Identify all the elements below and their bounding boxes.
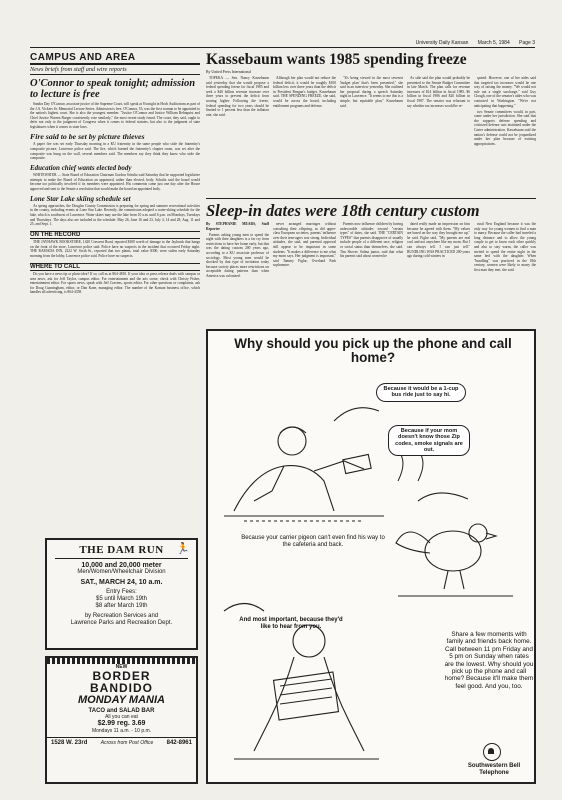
sleep-col-1: By STEPHANIE MEARS, Staff Reporter Parents asking young men to spend the night with their daughters is a far cry from restrictions to have her home early, but that was the dating custom 200 years ago, according to a KU associate professor of sociology. Most young men would be shocked by that type of invitation today because society places more restrictions on acceptable dating patterns than when America was colonized. — [206, 222, 269, 278]
kassebaum-col-4: As side said the plan would probably be presented to the Senate Budget Committee in late March. The plan calls for revenue increases of $14 billion in fiscal 1985, $6 billion in fiscal 1986 and $20 billion in fiscal 1987. The senator was reluctant to say whether tax increases would be re- — [407, 76, 470, 108]
kassebaum-col-3: "It's being viewed in the most severest 'budget plan' that's been presented," she said in an interview yesterday. She outlined her proposal during a speech Saturday night in Lawrence. "It seems to me this is a simple, but equitable plan," Kassebaum said. — [340, 76, 403, 108]
bell-caption-2: And most important, because they'd like to hear from you. — [239, 617, 343, 630]
bell-company-line2: Telephone — [479, 769, 509, 776]
sleep-col-2: never arranged marriages without consulting their offspring, as did upper-class European societies, parents' influence over their teen-agers was strong. Individual attitudes, she said, and parental approval still appear to be important in some students. "It makes a difference to me what my mom says. Her judgment is important," said Tammy Figlar, Overland Park sophomore. — [273, 222, 336, 268]
sketch-pigeon-illustration — [378, 481, 528, 611]
sketch-student-illustration — [214, 371, 394, 531]
runner-icon: 🏃 — [176, 543, 190, 555]
section-subtitle: News briefs from staff and wire reports — [30, 66, 200, 75]
kassebaum-col-5: quired. However, one of her aides said that targeted tax increases would be one way of raising the money. "We would not rule out a single surcharge," said Guy Clough, one of the senator's aides who was contacted in Washington. "We're not anticipating that happening." two Senate committees would, in part, come under her jurisdiction. She said that she supports defense spending and criticized defense cuts instituted under the Carter administration. Kassebaum said the nation's defense could not be jeopardized under her plan because of existing appropriations. — [474, 76, 536, 146]
bell-company-line1: Southwestern Bell — [467, 763, 521, 769]
bandido-address: 1528 W. 23rd — [51, 740, 88, 746]
bell-company — [454, 763, 534, 776]
bell-logo-icon — [483, 743, 501, 761]
where-to-call-label: WHERE TO CALL — [30, 263, 200, 271]
dam-run-divisions: Men/Women/Wheelchair Division — [77, 569, 166, 575]
southwestern-bell-ad — [206, 329, 536, 784]
sleep-col-5: rural New England because it was the only way for young women to find a man to marry. Because the caller had traveled a long distance and to allow the young couple to get to know each other quickly and also to stay warm, the caller was invited to spend the entire night in the same bed with the daughter. When "bundling" was practiced in the 18th century, women were likely to marry the first man they met, she said. — [474, 222, 536, 272]
bandido-name-1: BORDER — [92, 669, 151, 683]
bell-closing: Share a few moments with family and friends back home. Call between 11 pm Friday and 5 pm on Sunday when rates are the lowest. Why should you pick up the phone and call home? Because it'll make them feel good. And you, too. — [444, 631, 534, 690]
bandido-price: $2.99 reg. 3.69 — [97, 720, 146, 727]
bell-bubble-1: Because it would be a 1-cup bus ride just to say hi. — [376, 383, 466, 402]
bandido-taco: TACO and SALAD BAR — [88, 708, 155, 714]
where-to-call-body: Do you have a news tip or photo idea? If so, call us at 864-4810. If your idea or press release deals with campus or area news, ask for Jeff Taylor, campus editor. For entertainment and the arts scene, check with Christy Fisher, entertainment editor. For sports news, speak with Jeff Cravens, sports editor. For other questions or complaints, ask for Doug Cunningham, editor, or Dan Kane, managing editor. The number of the Kansan business office, which handles all advertising, is 864-4358. — [30, 272, 200, 295]
bandido-phone: 842-8961 — [166, 740, 192, 746]
bandido-can-eat: All you can eat — [105, 714, 138, 720]
headline-fire: Fire said to be set by picture thieves — [30, 131, 145, 141]
bandido-name-2: BANDIDO — [90, 681, 153, 695]
headline-oconnor: O'Connor to speak tonight; admission to lecture is free — [30, 78, 196, 100]
kassebaum-col-2: Although her plan would not reduce the federal deficit, it would be roughly $100 billion less over three years than the deficit in President Reagan's budget, Kassebaum said. THE SPENDING FREEZE, she said, would be across the board, including entitlement programs and defense. — [273, 76, 336, 108]
dam-run-events: 10,000 and 20,000 meter — [81, 562, 162, 569]
dam-run-fee2: $8 after March 19th — [95, 603, 148, 609]
headline-sleep-in: Sleep-in dates were 18th century custom — [206, 201, 480, 220]
dam-run-sponsor1: by Recreation Services and — [84, 613, 159, 619]
dam-run-title: THE DAM RUN — [79, 544, 164, 556]
bandido-across: Across from Post Office — [100, 740, 154, 746]
sketch-reading-illustration — [214, 581, 394, 771]
dam-run-sponsor2: Lawrence Parks and Recreation Dept. — [70, 620, 173, 626]
headline-skiing: Lone Star Lake skiing schedule set — [30, 194, 131, 203]
bandido-new: NEW — [115, 664, 128, 670]
dam-run-date: SAT., MARCH 24, 10 a.m. — [80, 579, 163, 586]
folio-page: Page 3 — [519, 40, 535, 46]
bandido-hours: Mondays 11 a.m. - 10 p.m. — [91, 728, 152, 734]
bandido-promo: MONDAY MANIA — [78, 694, 165, 706]
kassebaum-byline: By United Press International — [206, 70, 252, 74]
dam-run-fee1: $5 until March 19th — [95, 596, 148, 602]
campus-section — [30, 52, 200, 484]
folio-date: March 5, 1984 — [477, 40, 510, 46]
headline-kassebaum: Kassebaum wants 1985 spending freeze — [206, 51, 467, 68]
story-oconnor: Sandra Day O'Connor, associate justice of the Supreme Court, will speak at 8 tonight in Hoch Auditorium as part of the J.A. Vickers Sr. Memorial Lecture Series. Admission is free. O'Connor, 53, was the first woman to be appointed to the nation's highest court. She is also the youngest member. "Justice O'Connor and Justice William Rehnquist and Chief Justice Warren Burger consistently vote similarly," the most recent study found. The court, they said, ought to defer not only to the judgment of Congress when it comes to federal statutes, but also to the judgment of state legislatures when it comes to state laws. — [30, 102, 200, 129]
story-skiing: As spring approaches, the Douglas County Commission is preparing for spring and summer recreational activities in the county, including events at Lone Star Lake. Recently, the commission adopted a water-skiing schedule for the lake, which is southwest of Lawrence. Water skiers may use the lake from 10 a.m. until 6 p.m. on Mondays, Tuesdays and Thursdays. The days also are included in the schedule: May 26, June 16 and 23, July 4, 14 and 28, Aug. 11 and 25, and Sept. 1. — [30, 203, 200, 227]
divider — [206, 198, 536, 199]
sleep-col-4: dated really made an impression on him because he agreed with them. "My values are based on the way they brought me up," he said. Figlar said, "My parents are real cool and not anywhere like my mom. But I can always tell. I can just tell." BUNDLING WAS PRACTICED 200 years ago during cold winters in — [407, 222, 470, 259]
sleep-col-3: Parents now influence children by having unfavorable attitudes toward "certain types" of dates, she said. THE "CERTAIN TYPES" that parents disapprove of usually include people of a different race, religion or social status than themselves, she said. Tim Shover, Salina junior, said that what his parents said about women he — [340, 222, 403, 259]
border-bandido-ad — [45, 656, 198, 784]
bell-headline: Why should you pick up the phone and call home? — [234, 336, 512, 365]
bell-caption-1: Because your carrier pigeon can't even find his way to the cafeteria and back. — [241, 535, 385, 548]
headline-education: Education chief wants elected body — [30, 164, 132, 173]
folio — [30, 40, 535, 48]
record-body: THE JAYHAWK BOOKSTORE, 1420 Crescent Road, reported $300 worth of damage to the Jayhawk that hangs on the front of the store, Lawrence police said. Police have no suspects in the incident that occurred Friday night. THE RAMADA INN, 2222 W. Sixth St., reported that two plants, total value $300, were stolen early Saturday morning from the lobby, Lawrence police said. Police have no suspects. — [30, 240, 200, 259]
dam-run-fees-label: Entry Fees: — [106, 589, 137, 595]
bell-bubble-2: Because if your mom doesn't know those Zip codes, smoke signals are out. — [388, 425, 470, 456]
kassebaum-col-1: TOPEKA — Sen. Nancy Kassebaum said yesterday that she would propose a federal spending freeze for fiscal 1985 and seek a $40 billion revenue increase over three years to prevent the deficit from soaring higher. Following the freeze, federal spending for two years should be limited to 1 percent less than the inflation rate, she said. — [206, 76, 269, 117]
dam-run-ad — [45, 538, 198, 650]
story-fire: A paper fire was set early Thursday morning in a KU fraternity in the same people who stole the fraternity's composite picture, Lawrence police said. The fire, which burned the fraternity's chapter room, was set after the composite was hung on the wall, several members said. The members say they think they know who stole the composite. — [30, 142, 200, 161]
on-the-record-label: ON THE RECORD — [30, 231, 200, 239]
folio-paper: University Daily Kansan — [415, 40, 469, 46]
section-title: CAMPUS AND AREA — [30, 52, 200, 65]
story-education: WHITEWATER — State Board of Education Chairman Gordon Schultz said Saturday that he supported legislative attempts to make the Board of Education an appointed, rather than elected, body. Schultz said the board would become too politically involved if its members were appointed. His comments came just one day after the House approved and sent to the Senate a resolution that would make the board an appointed body. — [30, 173, 200, 191]
